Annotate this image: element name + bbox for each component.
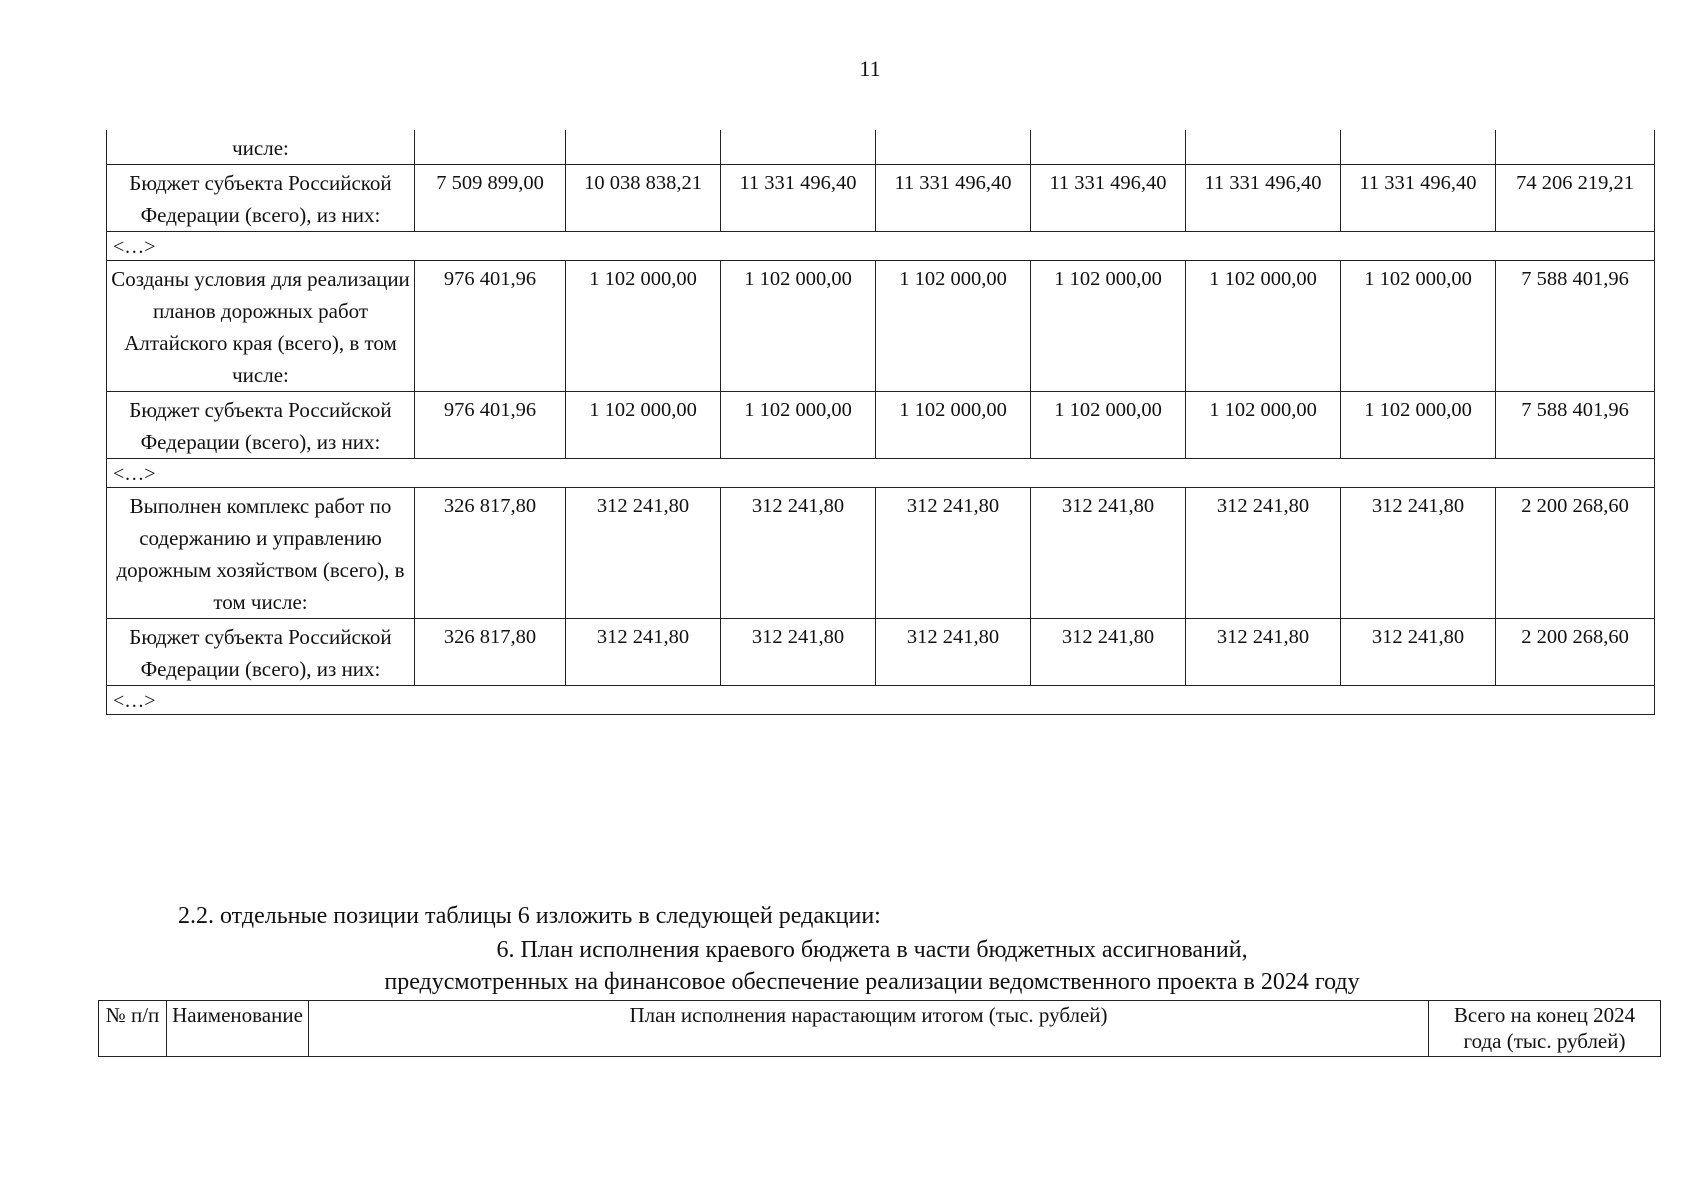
value-cell bbox=[415, 130, 566, 165]
value-cell: 312 241,80 bbox=[876, 488, 1031, 619]
value-cell: 1 102 000,00 bbox=[721, 392, 876, 459]
table6-title-line1: 6. План исполнения краевого бюджета в части бюджетных ассигнований, bbox=[496, 937, 1248, 963]
row-name-cell: числе: bbox=[107, 130, 415, 165]
value-cell: 7 509 899,00 bbox=[415, 165, 566, 232]
value-cell: 312 241,80 bbox=[1186, 488, 1341, 619]
value-cell: 1 102 000,00 bbox=[1031, 261, 1186, 392]
value-cell bbox=[721, 130, 876, 165]
row-name-cell: Бюджет субъекта Российской Федерации (всего), из них: bbox=[107, 392, 415, 459]
header-number: № п/п bbox=[99, 1001, 167, 1057]
table6-header bbox=[98, 1000, 1661, 1057]
table6-title-line2: предусмотренных на финансовое обеспечение реализации ведомственного проекта в 2024 году bbox=[384, 969, 1360, 995]
ellipsis-cell: <…> bbox=[107, 232, 1655, 261]
header-name: Наименование bbox=[167, 1001, 309, 1057]
value-cell: 1 102 000,00 bbox=[1341, 261, 1496, 392]
value-cell bbox=[1496, 130, 1655, 165]
table-row bbox=[107, 619, 1655, 686]
value-cell: 2 200 268,60 bbox=[1496, 488, 1655, 619]
row-name-cell: Бюджет субъекта Российской Федерации (всего), из них: bbox=[107, 619, 415, 686]
row-name-cell: Бюджет субъекта Российской Федерации (всего), из них: bbox=[107, 165, 415, 232]
value-cell: 312 241,80 bbox=[1031, 619, 1186, 686]
value-cell: 1 102 000,00 bbox=[1341, 392, 1496, 459]
table-row bbox=[107, 165, 1655, 232]
value-cell: 312 241,80 bbox=[1341, 488, 1496, 619]
value-cell: 7 588 401,96 bbox=[1496, 392, 1655, 459]
value-cell bbox=[1341, 130, 1496, 165]
value-cell: 1 102 000,00 bbox=[566, 261, 721, 392]
value-cell: 312 241,80 bbox=[566, 488, 721, 619]
row-name-cell: Выполнен комплекс работ по содержанию и управлению дорожным хозяйством (всего), в том числе: bbox=[107, 488, 415, 619]
value-cell: 1 102 000,00 bbox=[566, 392, 721, 459]
value-cell: 312 241,80 bbox=[721, 488, 876, 619]
value-cell bbox=[876, 130, 1031, 165]
value-cell: 326 817,80 bbox=[415, 619, 566, 686]
value-cell: 1 102 000,00 bbox=[876, 261, 1031, 392]
value-cell bbox=[1031, 130, 1186, 165]
value-cell: 1 102 000,00 bbox=[876, 392, 1031, 459]
value-cell: 11 331 496,40 bbox=[1031, 165, 1186, 232]
value-cell: 10 038 838,21 bbox=[566, 165, 721, 232]
page-number: 11 bbox=[859, 56, 881, 81]
ellipsis-row bbox=[107, 232, 1655, 261]
ellipsis-cell: <…> bbox=[107, 459, 1655, 488]
value-cell: 11 331 496,40 bbox=[721, 165, 876, 232]
ellipsis-cell: <…> bbox=[107, 686, 1655, 715]
value-cell: 2 200 268,60 bbox=[1496, 619, 1655, 686]
value-cell: 312 241,80 bbox=[1186, 619, 1341, 686]
value-cell: 74 206 219,21 bbox=[1496, 165, 1655, 232]
value-cell: 976 401,96 bbox=[415, 392, 566, 459]
header-total: Всего на конец 2024 года (тыс. рублей) bbox=[1429, 1001, 1661, 1057]
value-cell: 11 331 496,40 bbox=[876, 165, 1031, 232]
table-row bbox=[107, 261, 1655, 392]
ellipsis-row bbox=[107, 686, 1655, 715]
value-cell: 1 102 000,00 bbox=[1186, 392, 1341, 459]
table-row bbox=[107, 392, 1655, 459]
value-cell: 1 102 000,00 bbox=[1186, 261, 1341, 392]
value-cell: 326 817,80 bbox=[415, 488, 566, 619]
value-cell: 312 241,80 bbox=[566, 619, 721, 686]
value-cell: 312 241,80 bbox=[1031, 488, 1186, 619]
value-cell: 11 331 496,40 bbox=[1186, 165, 1341, 232]
ellipsis-row bbox=[107, 459, 1655, 488]
value-cell bbox=[1186, 130, 1341, 165]
value-cell: 7 588 401,96 bbox=[1496, 261, 1655, 392]
table-row bbox=[107, 488, 1655, 619]
value-cell: 1 102 000,00 bbox=[721, 261, 876, 392]
value-cell: 11 331 496,40 bbox=[1341, 165, 1496, 232]
value-cell: 312 241,80 bbox=[876, 619, 1031, 686]
value-cell: 1 102 000,00 bbox=[1031, 392, 1186, 459]
value-cell: 312 241,80 bbox=[1341, 619, 1496, 686]
header-plan: План исполнения нарастающим итогом (тыс. рублей) bbox=[309, 1001, 1429, 1057]
budget-table-fragment bbox=[106, 130, 1655, 715]
row-name-cell: Созданы условия для реализации планов дорожных работ Алтайского края (всего), в том числе: bbox=[107, 261, 415, 392]
value-cell bbox=[566, 130, 721, 165]
table6-title bbox=[0, 934, 1696, 998]
value-cell: 312 241,80 bbox=[721, 619, 876, 686]
table-row bbox=[107, 130, 1655, 165]
value-cell: 976 401,96 bbox=[415, 261, 566, 392]
instruction-text: 2.2. отдельные позиции таблицы 6 изложить в следующей редакции: bbox=[178, 903, 881, 929]
